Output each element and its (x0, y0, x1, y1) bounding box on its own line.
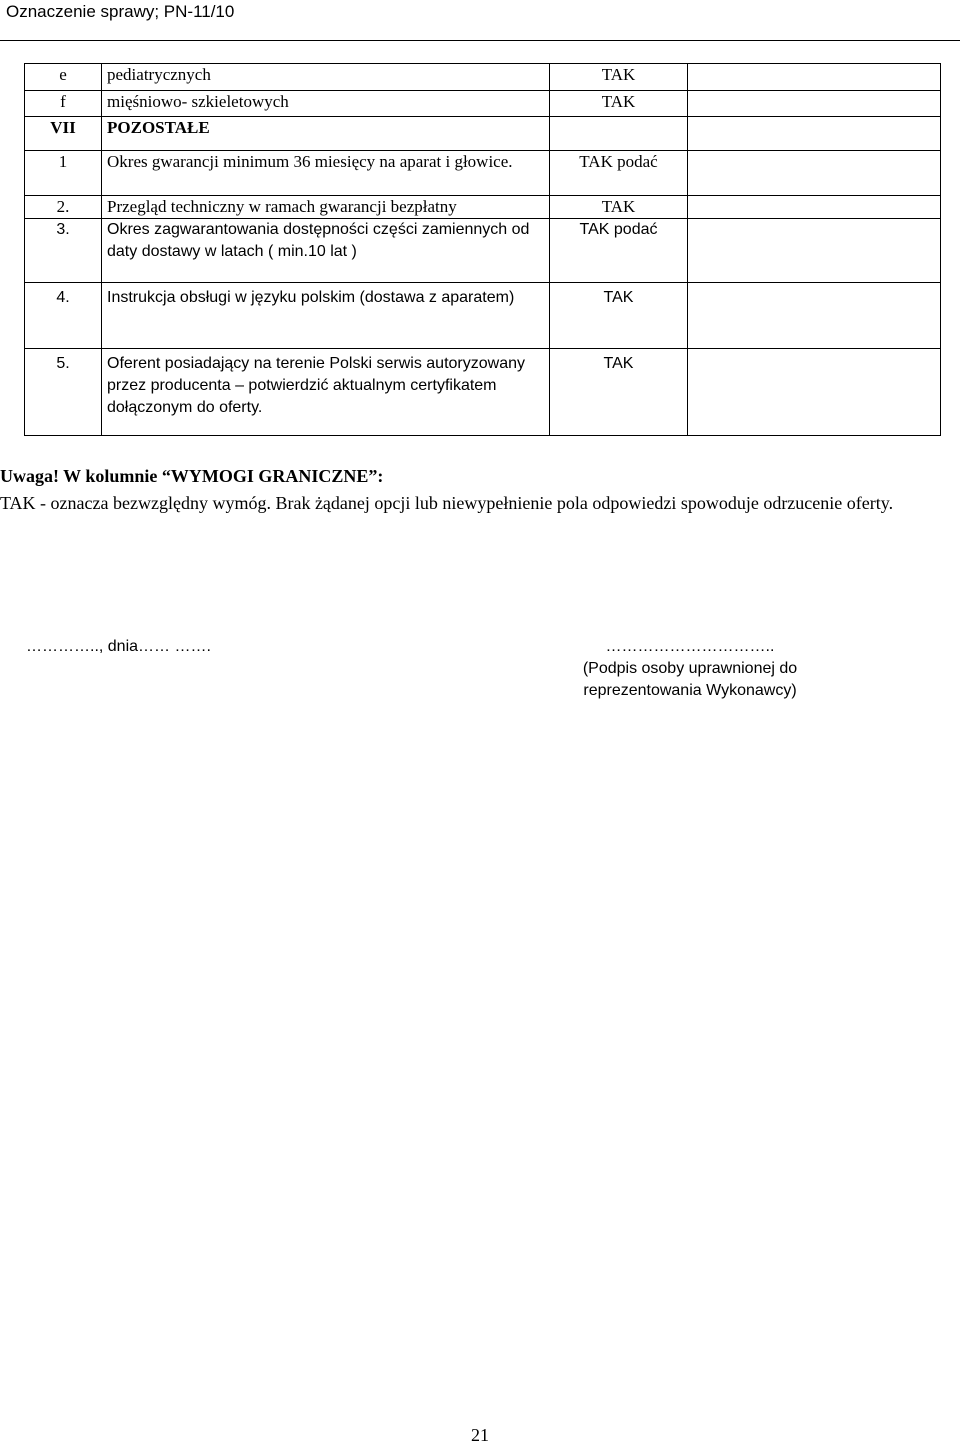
table-row (25, 349, 941, 436)
place-date-line: ………….., dnia…… ……. (26, 638, 211, 655)
row-description: mięśniowo- szkieletowych (102, 91, 550, 117)
row-answer-cell (688, 64, 941, 91)
table-row (25, 283, 941, 349)
table-row (25, 219, 941, 283)
row-value: TAK podać (550, 219, 688, 283)
signature-block (560, 636, 820, 702)
table-row (25, 151, 941, 196)
requirements-table (24, 63, 941, 436)
header-divider (0, 40, 960, 41)
row-description: Okres zagwarantowania dostępności części zamiennych od daty dostawy w latach ( min.10 lat ) (102, 219, 550, 283)
note-text: TAK - oznacza bezwzględny wymóg. Brak żądanej opcji lub niewypełnienie pola odpowiedzi spowoduje odrzucenie oferty. (0, 493, 894, 513)
row-description: Okres gwarancji minimum 36 miesięcy na aparat i głowice. (102, 151, 550, 196)
signature-dots: ………………………….. (605, 638, 775, 655)
row-value: TAK (550, 283, 688, 349)
row-number: e (25, 64, 102, 91)
row-description: Przegląd techniczny w ramach gwarancji bezpłatny (102, 196, 550, 219)
row-answer-cell (688, 196, 941, 219)
row-number: 4. (25, 283, 102, 349)
table-row (25, 196, 941, 219)
row-value: TAK (550, 349, 688, 436)
row-number: 1 (25, 151, 102, 196)
section-title: POZOSTAŁE (102, 117, 550, 151)
row-value: TAK podać (550, 151, 688, 196)
row-answer-cell (688, 117, 941, 151)
document-reference: Oznaczenie sprawy; PN-11/10 (6, 2, 235, 21)
row-value (550, 117, 688, 151)
row-description: Oferent posiadający na terenie Polski serwis autoryzowany przez producenta – potwierdzić aktualnym certyfikatem dołączonym do oferty. (102, 349, 550, 436)
section-row (25, 117, 941, 151)
signature-caption-line2: reprezentowania Wykonawcy) (583, 682, 797, 699)
row-description: Instrukcja obsługi w języku polskim (dostawa z aparatem) (102, 283, 550, 349)
row-answer-cell (688, 349, 941, 436)
table-row (25, 91, 941, 117)
row-number: 3. (25, 219, 102, 283)
row-number: 2. (25, 196, 102, 219)
page-number: 21 (471, 1425, 489, 1445)
note-heading: Uwaga! W kolumnie “WYMOGI GRANICZNE”: (0, 466, 384, 486)
row-value: TAK (550, 64, 688, 91)
row-number: f (25, 91, 102, 117)
row-description: pediatrycznych (102, 64, 550, 91)
row-value: TAK (550, 91, 688, 117)
row-answer-cell (688, 283, 941, 349)
row-value: TAK (550, 196, 688, 219)
section-number: VII (25, 117, 102, 151)
row-answer-cell (688, 151, 941, 196)
row-number: 5. (25, 349, 102, 436)
table-row (25, 64, 941, 91)
row-answer-cell (688, 219, 941, 283)
row-answer-cell (688, 91, 941, 117)
signature-caption-line1: (Podpis osoby uprawnionej do (582, 660, 798, 677)
